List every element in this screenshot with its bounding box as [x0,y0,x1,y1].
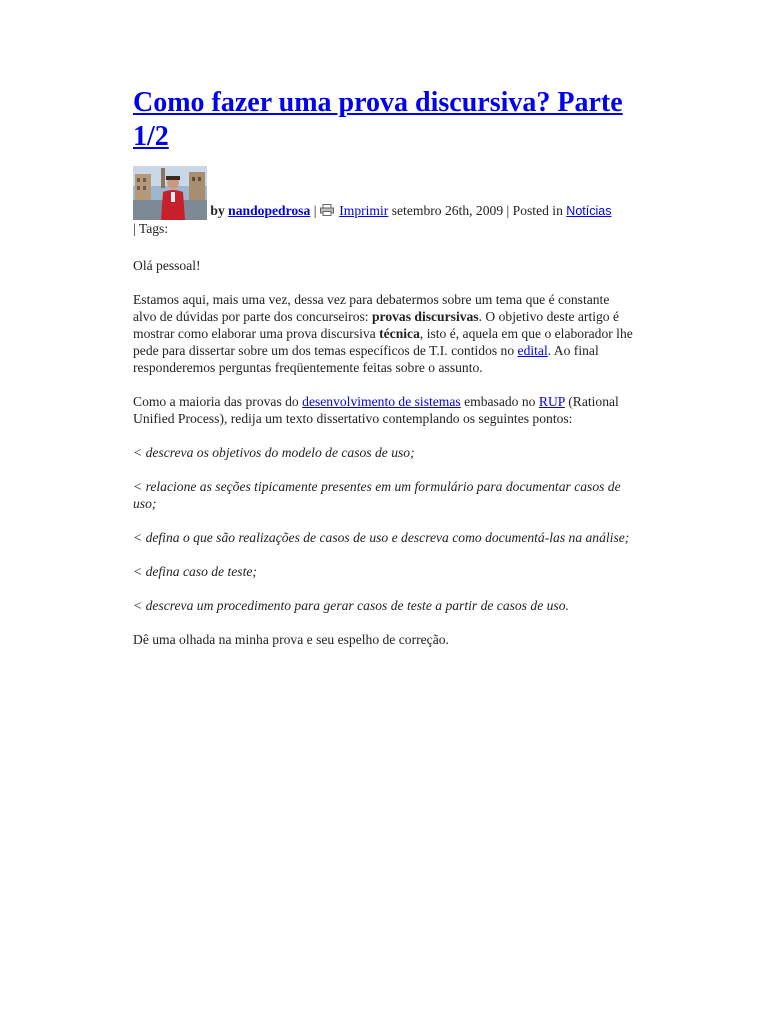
intro-text-3: , isto é, aquela em que o elaborador lhe pede para dissertar sobre um dos temas específicos de T.I. contidos no [133,326,633,358]
author-link[interactable]: nandopedrosa [228,203,311,218]
question-text-3: (Rational Unified Process), redija um texto dissertativo contemplando os seguintes pontos: [133,394,619,426]
intro-paragraph [133,291,633,376]
question-text-1: Como a maioria das provas do [133,394,303,409]
intro-text-1: Estamos aqui, mais uma vez, dessa vez para debatermos sobre um tema que é constante alvo de dúvidas por parte dos concurseiros: [133,292,610,324]
post-meta [133,166,633,237]
printer-icon[interactable] [320,203,334,215]
post-date: setembro 26th, 2009 [391,203,504,218]
list-item: < relacione as seções tipicamente presentes em um formulário para documentar casos de uso; [133,479,621,511]
category-link[interactable]: Notícias [566,204,612,218]
question-paragraph [133,393,633,427]
list-item: < defina caso de teste; [133,564,257,579]
article [133,86,633,665]
list-item: < descreva um procedimento para gerar casos de teste a partir de casos de uso. [133,598,569,613]
by-label: by [210,203,225,218]
greeting: Olá pessoal! [133,258,201,273]
rup-link[interactable]: RUP [538,394,565,409]
posted-in-label: | Posted in [506,203,563,218]
intro-bold-1: provas discursivas [371,309,479,324]
author-photo-icon [133,166,207,220]
intro-bold-2: técnica [379,326,420,341]
meta-separator: | [313,203,317,218]
question-text-2: embasado no [460,394,539,409]
article-title[interactable] [133,86,633,154]
author-avatar [133,166,207,220]
intro-text-2: . O objetivo deste artigo é mostrar como elaborar uma prova discursiva [133,309,620,341]
print-link[interactable]: Imprimir [339,203,389,218]
tags-label: | Tags: [133,221,169,236]
intro-text-4: . Ao final responderemos perguntas freqüentemente feitas sobre o assunto. [133,343,599,375]
title-line-2[interactable]: 1/2 [133,121,169,152]
closing-paragraph: Dê uma olhada na minha prova e seu espelho de correção. [133,632,449,647]
title-line-1[interactable]: Como fazer uma prova discursiva? Parte [133,87,623,118]
dev-sistemas-link[interactable]: desenvolvimento de sistemas [302,394,461,409]
list-item: < defina o que são realizações de casos de uso e descreva como documentá-las na análise; [133,530,630,545]
edital-link[interactable]: edital [517,343,548,358]
list-item: < descreva os objetivos do modelo de casos de uso; [133,445,415,460]
